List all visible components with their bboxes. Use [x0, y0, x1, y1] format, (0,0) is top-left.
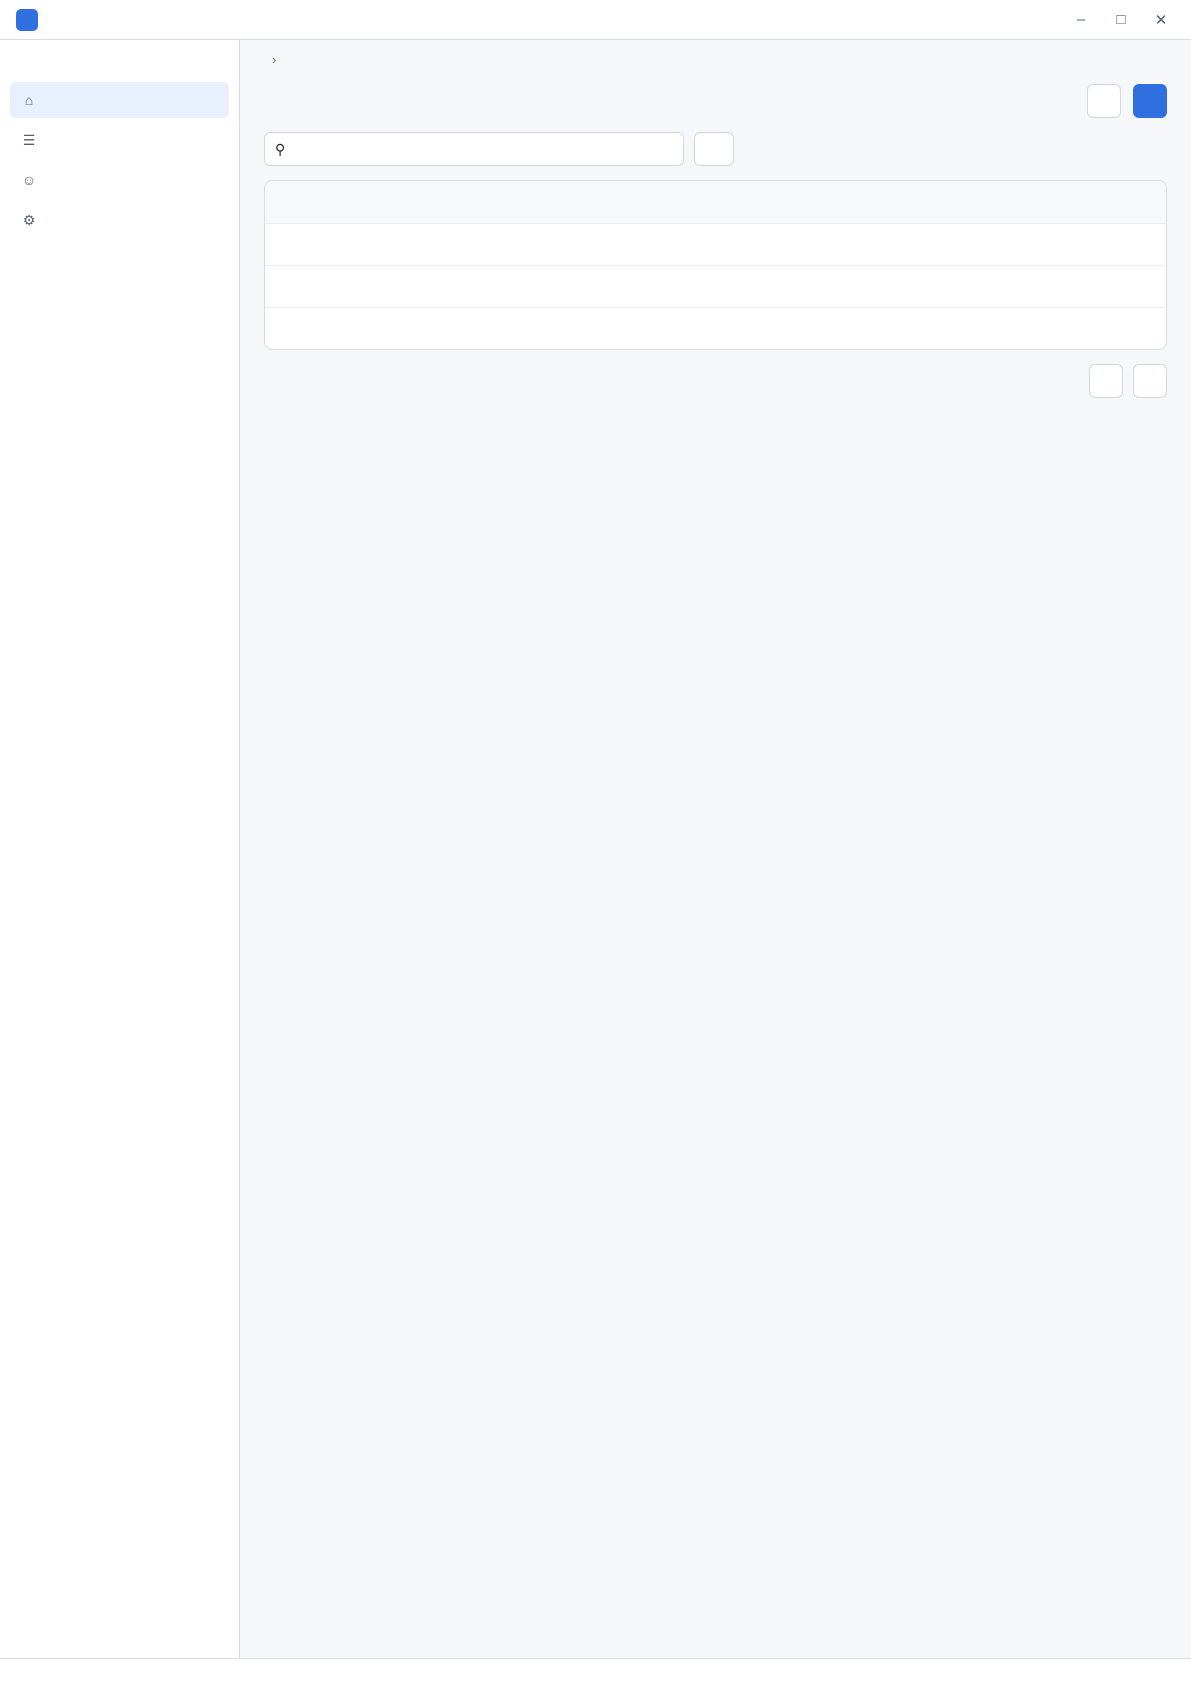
maximize-icon[interactable]: □ — [1116, 11, 1126, 28]
tab-third[interactable] — [782, 132, 822, 166]
search-input[interactable] — [293, 142, 673, 157]
table-cell — [716, 223, 941, 265]
settings-icon: ⚙ — [22, 211, 36, 228]
home-icon: ⌂ — [24, 92, 34, 108]
primary-action-button[interactable] — [1133, 84, 1167, 118]
close-icon[interactable]: ✕ — [1154, 11, 1168, 29]
table-header-row — [265, 181, 1166, 223]
table-cell — [265, 307, 490, 349]
table-cell — [716, 307, 941, 349]
column-header[interactable] — [941, 181, 1166, 223]
secondary-action-button[interactable] — [1087, 84, 1121, 118]
folder-icon: ☰ — [22, 131, 36, 148]
search-box — [264, 132, 684, 166]
sidebar-item-home[interactable] — [10, 82, 229, 118]
filter-tabs — [694, 132, 822, 166]
sidebar-item-settings[interactable] — [10, 202, 229, 238]
page-header — [240, 78, 1191, 132]
table-cell — [941, 265, 1166, 307]
sidebar-item-users[interactable] — [10, 162, 229, 198]
table-cell — [265, 265, 490, 307]
table-cell — [490, 307, 715, 349]
table-cell — [941, 223, 1166, 265]
app-body — [0, 40, 1191, 1658]
next-page-button[interactable] — [1133, 364, 1167, 398]
app-logo-icon — [16, 9, 38, 31]
column-header[interactable] — [716, 181, 941, 223]
title-bar — [0, 0, 1191, 40]
table-cell — [490, 223, 715, 265]
search-icon: ⚲ — [275, 140, 286, 157]
data-table — [265, 181, 1166, 349]
breadcrumb-separator-icon: › — [272, 51, 277, 67]
table-row[interactable] — [265, 265, 1166, 307]
main-content — [240, 40, 1191, 1658]
table-cell — [265, 223, 490, 265]
sidebar-item-folders[interactable] — [10, 122, 229, 158]
toolbar — [240, 132, 1191, 180]
table-cell — [490, 265, 715, 307]
pagination — [240, 350, 1191, 412]
column-header[interactable] — [265, 181, 490, 223]
sidebar — [0, 40, 240, 1658]
status-bar — [0, 1658, 1191, 1684]
previous-page-button[interactable] — [1089, 364, 1123, 398]
tab-second[interactable] — [738, 132, 778, 166]
column-header[interactable] — [490, 181, 715, 223]
data-table-container — [264, 180, 1167, 350]
table-row[interactable] — [265, 307, 1166, 349]
page-title — [264, 87, 1075, 115]
table-row[interactable] — [265, 223, 1166, 265]
breadcrumb — [240, 40, 1191, 78]
minimize-icon[interactable]: – — [1076, 11, 1086, 28]
tab-first[interactable] — [694, 132, 734, 166]
users-icon: ☺ — [21, 172, 37, 188]
table-cell — [941, 307, 1166, 349]
sidebar-heading — [10, 54, 229, 78]
table-cell — [716, 265, 941, 307]
